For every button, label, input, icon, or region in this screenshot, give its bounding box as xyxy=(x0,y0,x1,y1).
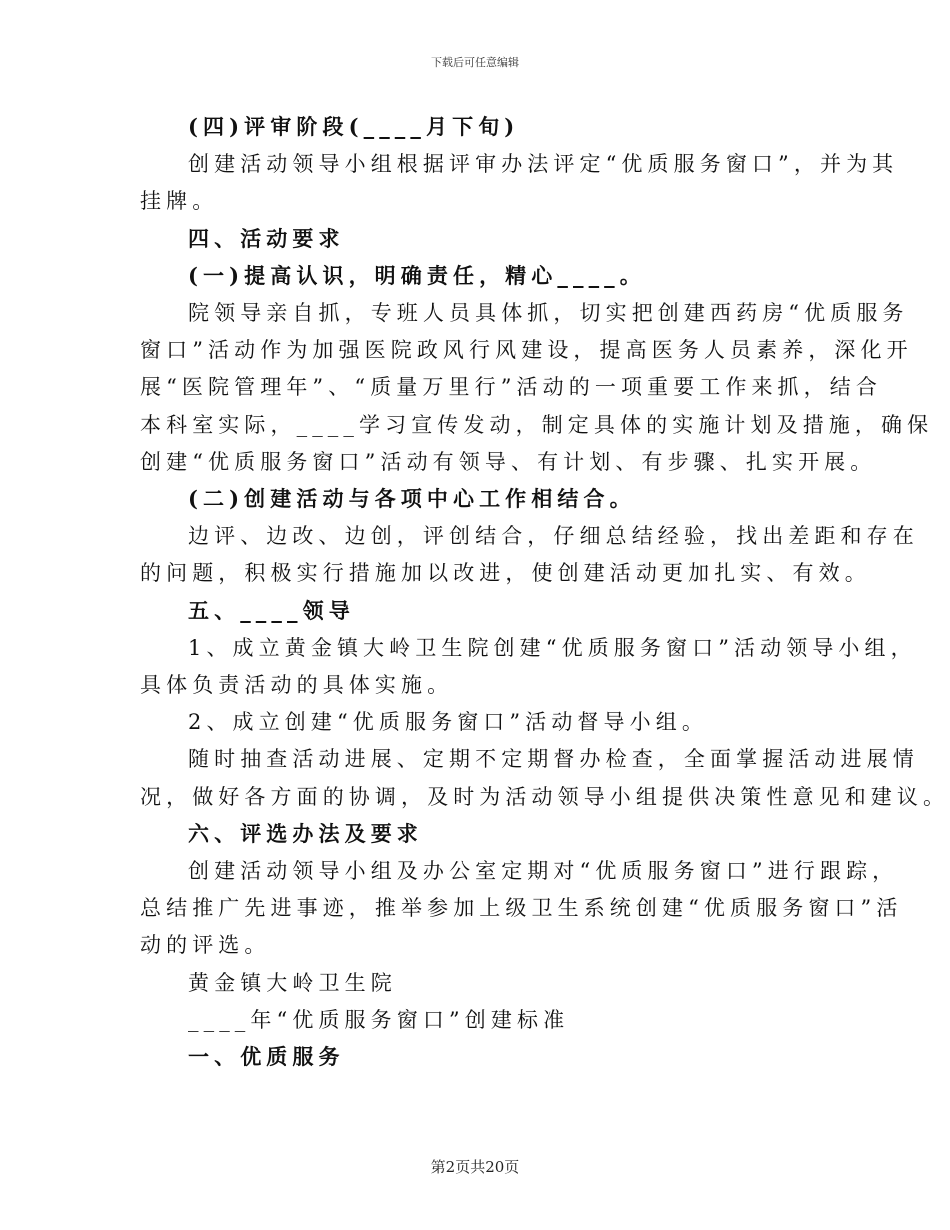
paragraph-line: ____年“优质服务窗口”创建标准 xyxy=(188,1007,570,1032)
page-header: 下载后可任意编辑 xyxy=(431,56,519,69)
paragraph-line: 院领导亲自抓，专班人员具体抓，切实把创建西药房“优质服务 xyxy=(188,301,909,325)
paragraph-line: 1、成立黄金镇大岭卫生院创建“优质服务窗口”活动领导小组， xyxy=(188,635,917,660)
paragraph-line: 动的评选。 xyxy=(140,933,271,958)
section-heading: (二)创建活动与各项中心工作相结合。 xyxy=(188,486,636,511)
paragraph-line: 具体负责活动的具体实施。 xyxy=(140,673,454,697)
paragraph-line: 随时抽查活动进展、定期不定期督办检查，全面掌握活动进展情 xyxy=(188,747,919,772)
paragraph-line: 的问题，积极实行措施加以改进，使创建活动更加扎实、有效。 xyxy=(140,561,871,586)
paragraph-line: 展“医院管理年”、“质量万里行”活动的一项重要工作来抓，结合 xyxy=(140,375,882,400)
paragraph-line: 总结推广先进事迹，推举参加上级卫生系统创建“优质服务窗口”活 xyxy=(140,896,903,921)
section-heading: (一)提高认识，明确责任，精心____。 xyxy=(188,262,646,288)
section-heading: 四、活动要求 xyxy=(188,225,345,251)
section-heading: (四)评审阶段(____月下旬) xyxy=(188,114,520,139)
paragraph-line: 本科室实际，____学习宣传发动，制定具体的实施计划及措施，确保 xyxy=(140,412,934,437)
paragraph-line: 创建“优质服务窗口”活动有领导、有计划、有步骤、扎实开展。 xyxy=(140,449,877,474)
paragraph-line: 黄金镇大岭卫生院 xyxy=(188,970,397,995)
paragraph-line: 边评、边改、边创，评创结合，仔细总结经验，找出差距和存在 xyxy=(188,524,919,549)
section-heading: 六、评选办法及要求 xyxy=(188,820,423,846)
paragraph-line: 窗口”活动作为加强医院政风行风建设，提高医务人员素养，深化开 xyxy=(140,338,913,363)
paragraph-line: 挂牌。 xyxy=(140,189,219,214)
paragraph-line: 2、成立创建“优质服务窗口”活动督导小组。 xyxy=(188,710,708,735)
paragraph-line: 况，做好各方面的协调，及时为活动领导小组提供决策性意见和建议。 xyxy=(140,784,950,809)
section-heading: 一、优质服务 xyxy=(188,1044,345,1069)
paragraph-line: 创建活动领导小组根据评审办法评定“优质服务窗口”，并为其 xyxy=(188,152,899,177)
section-heading: 五、____领导 xyxy=(188,597,355,623)
paragraph-line: 创建活动领导小组及办公室定期对“优质服务窗口”进行跟踪， xyxy=(188,859,899,883)
page-footer: 第2页共20页 xyxy=(430,1158,520,1176)
